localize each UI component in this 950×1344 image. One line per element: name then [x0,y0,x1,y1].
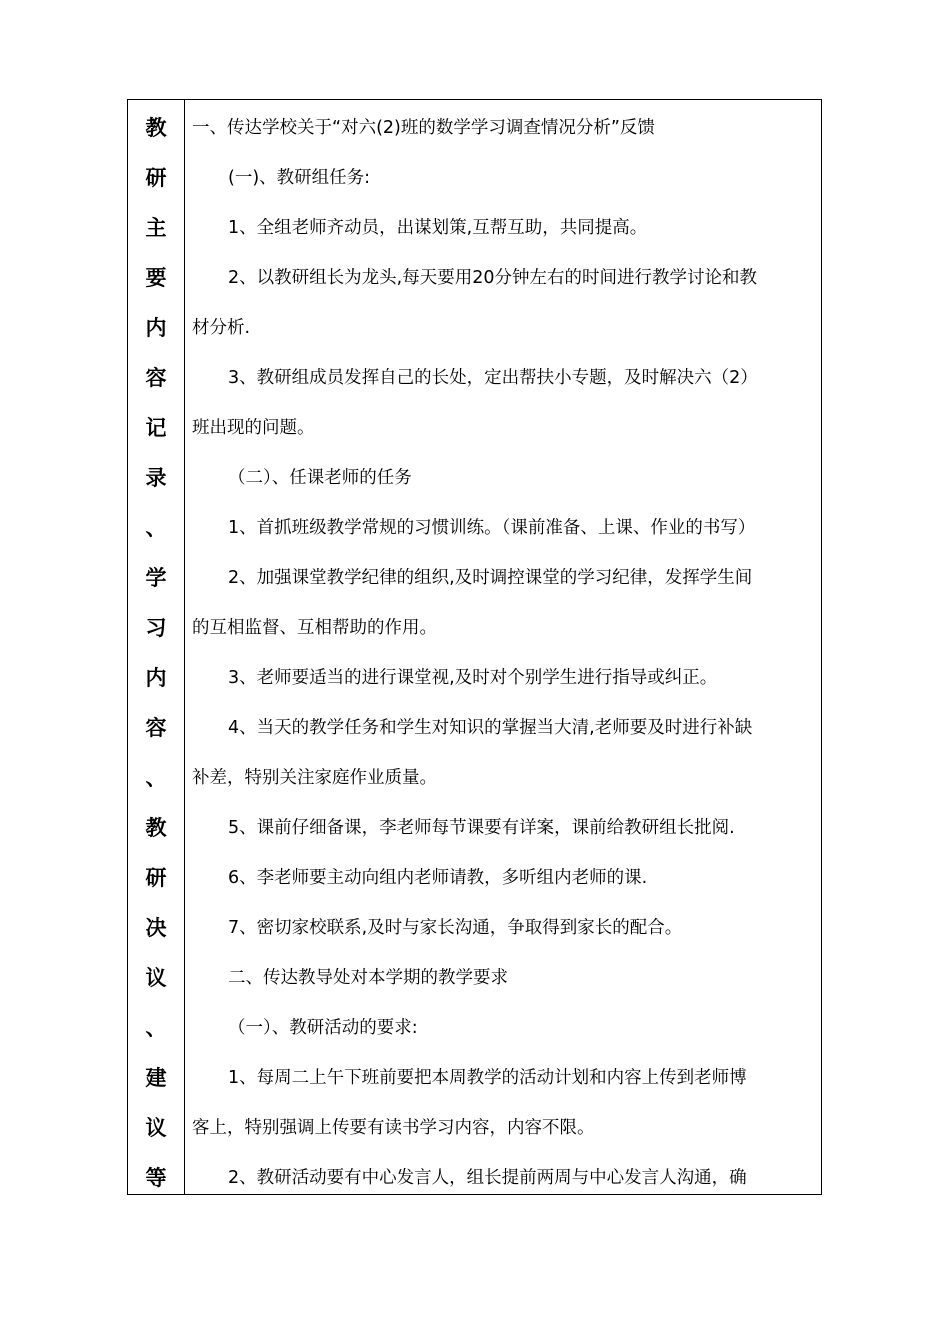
content-line: 2、加强课堂教学纪律的组织,及时调控课堂的学习纪律，发挥学生间 [228,568,753,588]
section-label-char: 学 [145,566,167,590]
section-label-char: 、 [145,516,167,540]
content-line: 5、课前仔细备课，李老师每节课要有详案，课前给教研组长批阅. [228,818,735,838]
content-line: 材分析. [192,318,251,338]
content-line: 6、李老师要主动向组内老师请教，多听组内老师的课. [228,868,648,888]
section-label-char: 记 [145,416,167,440]
content-line: 3、老师要适当的进行课堂视,及时对个别学生进行指导或纠正。 [228,668,718,688]
section-label-char: 要 [145,266,167,290]
section-label-char: 容 [145,366,167,390]
section-label-char: 研 [145,166,167,190]
content-line: 1、每周二上午下班前要把本周教学的活动计划和内容上传到老师博 [228,1068,747,1088]
section-label-char: 议 [145,966,167,990]
section-label-char: 议 [145,1116,167,1140]
content-line: （一）、教研活动的要求: [228,1018,418,1038]
section-label-char: 内 [145,666,167,690]
section-label-char: 研 [145,866,167,890]
section-label-char: 、 [145,766,167,790]
content-line: 2、以教研组长为龙头,每天要用20分钟左右的时间进行教学讨论和教 [228,268,757,288]
content-line: 补差，特别关注家庭作业质量。 [192,768,437,788]
section-label-char: 容 [145,716,167,740]
content-line: 2、教研活动要有中心发言人，组长提前两周与中心发言人沟通，确 [228,1168,747,1188]
content-line: 1、全组老师齐动员，出谋划策,互帮互助，共同提高。 [228,218,648,238]
record-table [127,99,822,1195]
content-line: 3、教研组成员发挥自己的长处，定出帮扶小专题，及时解决六（2） [228,368,758,388]
section-label-char: 教 [145,116,167,140]
content-line: 7、密切家校联系,及时与家长沟通，争取得到家长的配合。 [228,918,683,938]
content-line: （二）、任课老师的任务 [228,468,412,488]
column-divider [184,100,185,1194]
content-line: 的互相监督、互相帮助的作用。 [192,618,437,638]
section-label-char: 教 [145,816,167,840]
content-line: 4、当天的教学任务和学生对知识的掌握当大清,老师要及时进行补缺 [228,718,753,738]
content-line: 一、传达学校关于“对六(2)班的数学学习调查情况分析”反馈 [192,118,655,138]
content-line: (一)、教研组任务: [228,168,371,188]
section-label-char: 、 [145,1016,167,1040]
section-label-char: 习 [145,616,167,640]
section-label-char: 决 [145,916,167,940]
section-label-char: 内 [145,316,167,340]
section-label-char: 主 [145,216,167,240]
content-line: 班出现的问题。 [192,418,315,438]
section-label-char: 等 [145,1166,167,1190]
section-label-char: 录 [145,466,167,490]
content-line: 客上，特别强调上传要有读书学习内容，内容不限。 [192,1118,595,1138]
section-label-char: 建 [145,1066,167,1090]
content-line: 1、首抓班级教学常规的习惯训练。（课前准备、上课、作业的书写） [228,518,756,538]
content-line: 二、传达教导处对本学期的教学要求 [228,968,508,988]
